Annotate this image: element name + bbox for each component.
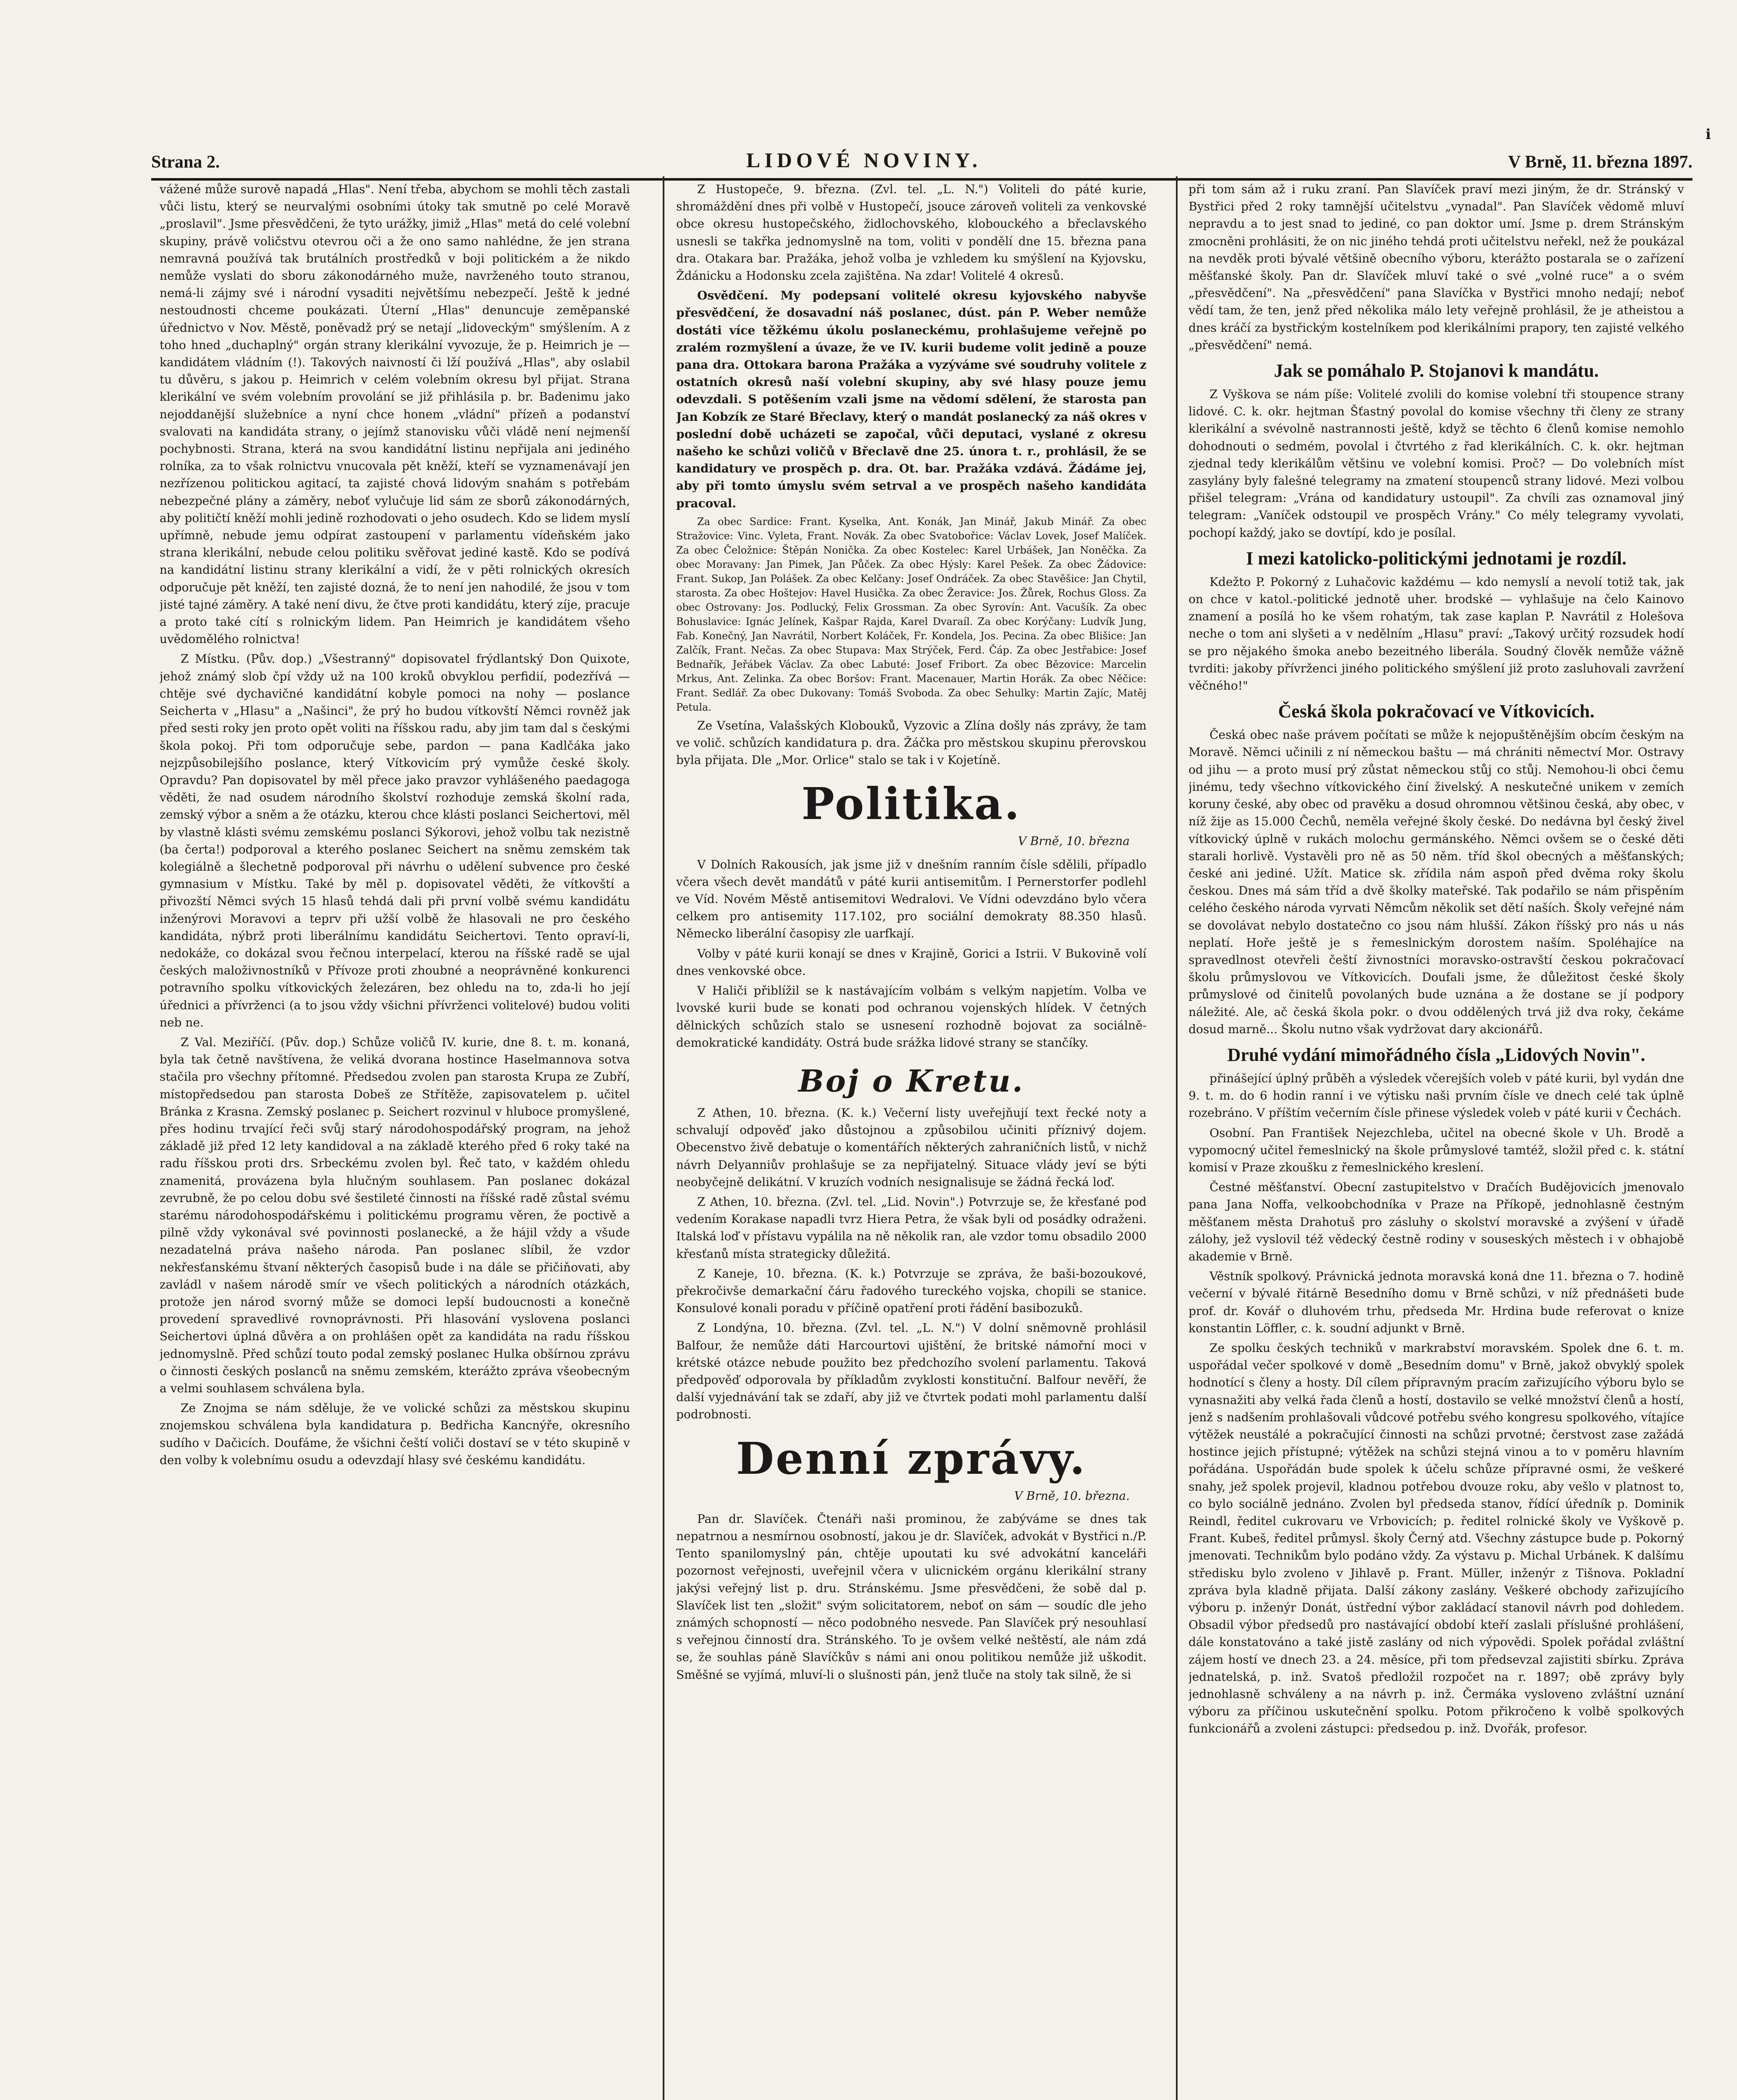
politika-item: Volby v páté kurii konají se dnes v Krajině, Gorici a Istrii. V Bukovině volí dnes venkovské obce. <box>676 946 1147 978</box>
politika-item: V Dolních Rakousích, jak jsme již v dnešním ranním čísle sdělili, případlo včera všech devět mandátů v páté kurii antisemitům. I Pernerstorfer podlehl ve Víd. Novém Městě antisemitovi Wedralovi. Ve Vídni odevzdáno bylo včera celkem pro antisemity 117.102, pro sociální demokraty 88.350 hlasů. Německo liberální časopisy zle uarfkají. <box>676 857 1147 941</box>
kreta-item: Z Kaneje, 10. března. (K. k.) Potvrzuje se zpráva, že baši-bozoukové, překročivše demarkační čáru řadového tureckého vojska, chopili se stanice. Konsulové konali poradu v příčině opatření proti řádění basibozuků. <box>676 1266 1147 1315</box>
kreta-item: Z Londýna, 10. března. (Zvl. tel. „L. N.") V dolní sněmovně prohlásil Balfour, že nemůže dáti Harcourtovi ujištění, že britské námořní moci v krétské otázce nebude použito bez předchozího svolení parlamentu. Taková předpověď odporovala by příkladům zvyklosti konstituční. Balfour nevěří, že další vyjednávání tak se zdaří, aby již ve čtvrtek podati mohl parlamentu další podrobnosti. <box>676 1321 1147 1422</box>
article-vsetin: Ze Vsetína, Valašských Klobouků, Vyzovic a Zlína došly nás zprávy, že tam ve volič. schůzích kandidatura p. dra. Žáčka pro městskou skupinu přerovskou byla přijata. Dle „Mor. Orlice" stalo se tak i v Kojetíně. <box>676 718 1147 767</box>
kreta-item: Z Athen, 10. března. (K. k.) Večerní listy uveřejňují text řecké noty a schvalují odpověď jako důstojnou a způsobilou učiniti příznivý dojem. Obecenstvo živě debatuje o komentářích některých zahraničních listů, v nichž návrh Delyanniův prohlašuje se za nepřijatelný. Situace vlády jeví se býti neobyčejně delikátní. V kruzích vodních nesignalisuje se žádná řecká loď. <box>676 1105 1147 1189</box>
article-vestnik: Věstník spolkový. Právnická jednota moravská koná dne 11. března o 7. hodině večerní v bývalé řitárně Besedního domu v Brně schůzi, v níž přednášeti bude prof. dr. Kovář o dluhovém trhu, předseda Mr. Hrdina bude referovat o knize konstantin Löffler, c. k. soudní adjunkt v Brně. <box>1189 1269 1684 1335</box>
article-second-edition: přinášející úplný průběh a výsledek včerejších voleb v páté kurii, byl vydán dne 9. t. m. do 6 hodin ranní i ve výtisku naši prvním čísle ve dnech celé tak úplně rozebráno. V příštím večerním čísle přinese výsledek voleb v páté kurii v Čechách. <box>1189 1071 1684 1120</box>
article-slavicek: Pan dr. Slavíček. Čtenáři naši prominou, že zabýváme se dnes tak nepatrnou a nesmírnou osobností, jakou je dr. Slavíček, advokát v Bystřici n./P. Tento spanilomyslný pán, chtěje upoutati ku své advokátní kanceláři pozornost veřejnosti, uveřejnil včera v ulicnickém orgánu klerikální strany jakýsi veřejný list p. dru. Stránskému. Jsme přesvědčeni, že sobě dal p. Slavíček list ten „složit" svým solicitatorem, neboť on sám — soudíc dle jeho známých schopností — něco podobného nesvede. Pan Slavíček prý nesouhlasí s veřejnou činností dra. Stránského. To je ovšem velké neštěstí, ale nám zdá se, že souhlas páně Slavíčkův s námi ani onou politikou nemůže již uškodit. Směšné se vyjímá, mluví-li o slušnosti pán, jenž tluče na stoly tak silně, že si <box>676 1512 1147 1682</box>
heading-second-edition: Druhé vydání mimořádného čísla „Lidových Novin". <box>1227 1044 1645 1065</box>
article-jednoty: Kdežto P. Pokorný z Luhačovic každému — kdo nemyslí a nevolí totiž tak, jak on chce v katol.-politické jednotě uher. brodské — vyhlašuje na čelo Kainovo znamení a posílá ho ke všem rohatým, tak zase kaplan P. Navrátil z Holešova neche o tom ani slyšeti a v nedělním „Hlasu" praví: „Takový určitý rozsudek hodí se pro nějakého šmoka anebo bezeitného liberála. Soudný člověk nemůže vážně tvrditi: jakoby přívrženci jiného politického smýšlení již proto zasluhovali zavržení věčného!" <box>1189 575 1684 693</box>
column-2 <box>676 181 1147 2100</box>
politika-dateline: V Brně, 10. března <box>1018 834 1130 848</box>
column-rule-2 <box>1176 176 1178 2100</box>
article-osobni: Osobní. Pan František Nejezchleba, učitel na obecné škole v Uh. Brodě a vypomocný učitel řemeslnický na škole průmyslové tamtéž, složil před c. k. státní komisí v Praze zkoušku z řemeslnického kreslení. <box>1189 1126 1684 1174</box>
article-val-mezirici: Z Val. Meziříčí. (Pův. dop.) Schůze voličů IV. kurie, dne 8. t. m. konaná, byla tak četně navštívena, že veliká dvorana hostince Haselmannova sotva stačila pro všechny přítomné. Předsedou zvolen pan starosta Krupa ze Zubří, místopředsedou pan starosta Dobeš ze Střítěže, zapisovatelem p. učitel Bránka z Krasna. Zemský poslanec p. Seichert rozvinul v hluboce promyšlené, přes hodinu trvající řeči svůj starý národohospodářský program, na jehož základě již před 12 lety kandidoval a na základě kterého před 6 roky také na radu říšskou proti drs. Srbeckému zvolen byl. Řeč tato, v každém ohledu znamenitá, provázena byla hlučným souhlasem. Pan poslanec dokázal zevrubně, že po celou dobu své šestileté činnosti na říšské radě zůstal svému starému národohospodářskému i politickému programu věren, že poctivě a pilně vždy vykonával své povinnosti poslanecké, a že hájil vždy a všude nezadatelná práva našeho národa. Pan poslanec slíbil, že vzdor nekřesťanskému štvaní některých časopisů bude i na dále se přičiňovati, aby zavládl v našem národě smír ve všech politických a národních otázkách, protože jen národ svorný může se domoci lepší budoucnosti a konečně provedení spravedlivé rovnoprávnosti. Při hlasování vyslovena poslanci Seichertovi úplná důvěra a on prohlášen opět za kandidáta na radu říšskou jednomyslně. Před schůzí touto podal zemský poslanec Hulka obšírnou zprávu o činnosti českých poslanců na sněmu zemském, kterážto zpráva všeobecným a velmi souhlasem schválena byla. <box>160 1035 630 1396</box>
heading-stojan: Jak se pomáhalo P. Stojanovi k mandátu. <box>1274 360 1599 381</box>
article-stojan: Z Vyškova se nám píše: Volitelé zvolili do komise volební tři stoupence strany lidové. C. k. okr. hejtman Šťastný povolal do komise všechny tři členy ze strany klerikální a svévolně nastrannosti ještě, když se těchto 6 členů komise nemohlo dohodnouti o sedmém, povolal i čtvrtého z řad klerikálních. C. k. okr. hejtman zjednal tedy klerikálům většinu ve volební komisi. Proč? — Do volebních míst zasylány byly falešné telegramy na zmatení stoupenců strany lidové. Mezi volbou přišel telegram: „Vrána od kandidatury ustoupil". Za chvíli zas oznamoval jiný telegram: „Vaníček odstoupil ve prospěch Vrány." Co mély telegramy vyvolati, pochopí každý, jako se dovtípí, kdo je posílal. <box>1189 387 1684 540</box>
article-technici: Ze spolku českých techniků v markrabství moravském. Spolek dne 6. t. m. uspořádal večer spolkové v domě „Besedním domu" v Brně, jakož obvyklý spolek hodnotící s členy a hosty. Díl cílem přípravným pracím zařizujícího výboru bylo se vynasnažiti aby velká řada členů a hostí, dostavilo se velké množství členů a hostí, jenž s nadšením prohlašovali vůdcové potřebu svého kongresu spolkového, vítajíce výtěžek neustálé a pokračující činnosti na schůzi prvotné; čerstvost zase zažádá hostince jejich přístupné; výtěžek na schůzi stejná vinou a to v poměru hlavním pořádána. Uspořádán bude spolek k účelu schůze přípravné osmi, že veškeré snahy, jež spolek projevil, kladnou potřebou dvouze roku, aby vešlo v platnost to, co bylo sociálně jednáno. Zvolen byl předseda stanov, řídící úředník p. Dominik Reindl, ředitel cukrovaru ve Vrbovicích; p. ředitel rolnické školy ve Vyškově p. Frant. Kubeš, ředitel průmysl. školy Černý atd. Všechny zástupce bude p. Pokorný jmenovati. Technikům bylo podáno vždy. Za výstavu p. Michal Urbánek. K dalšímu středisku bylo zvoleno v Jihlavě p. Frant. Müller, inženýr z Tišnova. Pokladní zpráva byla kladně přijata. Další zákony zaslány. Veškeré obchody zařizujícího výboru p. inženýr Donát, ústřední výbor zakládací stanovil návrh pod dohledem. Obsadil výbor předsedů pro nastávající období kteří zaslali příslušné prohlášení, dále konstatováno a také jistě zaslány od nich výpovědi. Spolek pořádal zvláštní zájem hostí ve dnech 23. a 24. měsíce, při tom předsevzal zajistiti sbírku. Zpráva jednatelská, p. inž. Svatoš předložil rozpočet na r. 1897; obě zprávy byly jednohlasně schváleny a na návrh p. inž. Čermáka vysloveno zvláštní uznání výboru za příčinou uskutečnění spolku. Potom přikročeno k volbě spolkových funkcionářů a zvoleni zástupci: předsedou p. inž. Dvořák, profesor. <box>1189 1341 1684 1736</box>
section-heading-politika: Politika. <box>801 778 1021 830</box>
column-3 <box>1189 181 1684 2100</box>
kreta-item: Z Athen, 10. března. (Zvl. tel. „Lid. Novin".) Potvrzuje se, že křesťané pod vedením Korakase napadli tvrz Hiera Petra, že však byli od posádky odraženi. Italská loď v přístavu vypálila na ně několik ran, ale vzdor tomu obsadilo 2000 křesťanů místa strategicky důležitá. <box>676 1194 1147 1261</box>
article-hlas: vážené může surově napadá „Hlas". Není třeba, abychom se mohli těch zastali vůči listu, který se neurvalými osobními útoky tak smutně po celé Moravě „proslavil". Jsme přesvědčeni, že tyto urážky, jimiž „Hlas" metá do celé volební skupiny, právě voličstvu otevrou oči a že ono samo nahlédne, že jen strana nemravná používá tak brutálních prostředků v boji politickém a že nikdo nemůže vyslati do sboru zákonodárného muže, navrženého touto stranou, nemá-li zájmy své i národní vysaditi největšímu nebezpečí. Ještě k jedné nestoudnosti chceme poukázati. Úterní „Hlas" denuncuje zeměpanské úřednictvo v Nov. Městě, poněvadž prý se netají „lidoveckým" smýšlením. A z toho hned „duchaplný" orgán strany klerikální vyvozuje, že p. Heimrich je — kandidátem vládním (!). Takových naivností či lží používá „Hlas", aby oslabil tu důvěru, s jakou p. Heimrich v celém volebním okresu byl přijat. Strana klerikální ve svém volebním provolání se již přihlásila p. br. Badenimu jako nejoddanější služebníce a nyní chce honem „vládní" přízeň a podanství svalovati na kandidáta strany, o jejímž stanovisku vůči vládě není nejmenší pochybnosti. Strana, která na svou kandidátní listinu nepřijala ani jediného rolníka, za to však rolnictvu vnucovala pět kněží, kteří se vyznamenávají jen nezřízenou politickou agitací, ta zajisté chová lidovým snahám s potřebám nebezpečné plány a záměry, neboť vylučuje lid sám ze sborů zákonodárných, aby političtí kněží mohli jedině rozhodovati o jeho osudech. Kdo se lidem myslí upřímně, nebude jemu odpírat zastoupení v parlamentu vídeňském jako strana klerikální, nebude celou politiku svěřovat jediné kastě. Kdo se podívá na kandidátní listinu strany klerikální a vidí, že v pěti rolnických okresích odporučuje pět kněží, ten zajisté dozná, že to není jen nahodilé, že jsou v tom jisté tajné záměry. A také není divu, že čtve proti kandidátu, který zíje, pracuje a proto také cítí s rolnickým lidem. Pan Heimrich je kandidátem všeho uvědomělého rolnictva! <box>160 182 630 646</box>
politika-item: V Haliči přiblížil se k nastávajícím volbám s velkým napjetím. Volba ve lvovské kurii bude se konati pod ochranou vojenských hlídek. V četných dělnických schůzích stalo se usnesení rozhodně bojovat za sociálně-demokratické kandidáty. Ostrá bude srážka lidové strany se stančíky. <box>676 984 1147 1050</box>
section-heading-kreta: Boj o Kretu. <box>798 1063 1025 1099</box>
zpravy-dateline: V Brně, 10. března. <box>1014 1488 1130 1503</box>
heading-vitkovice-school: Česká škola pokračovací ve Vítkovicích. <box>1278 701 1595 722</box>
article-mistek: Z Místku. (Pův. dop.) „Všestranný" dopisovatel frýdlantský Don Quixote, jehož známý slob čpí vždy už na 100 kroků obvyklou perfidií, podezřívá — chtěje své dychavičné kandidátní kobyle pomoci na nohy — poslance Seicherta v „Hlasu" a „Našinci", že prý ho budou vítkovští Němci rovněž jak před sesti roky jen proto opět voliti na říšskou radu, aby jim tam dal s českými škola pokoj. Při tom odporučuje sebe, pardon — pana Kadlčáka jako nejzpůsobilejšího poslance, který Vítkovicím prý vymůže české školy. Opravdu? Pan dopisovatel by měl přece jako pravzor vyhlášeného paedagoga věděti, že nad osudem národního školství rozhoduje zemská školní rada, zemský výbor a sněm a že otázku, kterou chce klásti poslanci Seichertovi, měl by vlastně klásti svému zemskému poslanci Sýkorovi, jehož volbu tak nezistně (ba čerta!) podporoval a kterého poslanec Seichert na sněmu zemském tak kolegiálně a šlechetně podporoval při návrhu o udělení subvence pro české gymnasium v Místku. Také by měl p. dopisovatel věděti, že vítkovští a přivozští Němci svých 15 hlasů tehdá dali při první volbě svému kandidátu inženýrovi Moravovi a teprv při užší volbě že hlasovali ne pro českého kandidáta, nýbrž proti liberálnímu kandidátu Seichertovi. Tento opraví-li, nedokáže, co dokázal svou řečnou interpelací, kterou na říšské radě se ujal českých maloživnostníků v Přívoze proti zhoubné a neoprávněné konkurenci potravního spolku vítkovických železáren, bez ohledu na to, zda-li ho její úřednici a přívrženci (a to jsou vždy všichni přívrženci volitelové) budou voliti neb ne. <box>160 652 630 1029</box>
page-header <box>151 143 1692 181</box>
column-rule-1 <box>663 176 664 2100</box>
place-date: V Brně, 11. března 1897. <box>1508 152 1692 172</box>
article-znojmo: Ze Znojma se nám sděluje, že ve volické schůzi za městskou skupinu znojemskou schválena byla kandidatura p. Bedřicha Kancnýře, okresního sudího v Dačicích. Doufáme, že všichni čeští voliči dostaví se v této skupině v den volby k volebnímu osudu a odevzdají hlasy své českému kandidátu. <box>160 1401 630 1467</box>
masthead-title: LIDOVÉ NOVINY. <box>746 148 982 172</box>
village-signatures: Za obec Sardice: Frant. Kyselka, Ant. Konák, Jan Minář, Jakub Minář. Za obec Stražovice: Vinc. Vyleta, Frant. Novák. Za obec Svatobořice: Václav Lovek, Josef Malíček. Za obec Čeložnice: Štěpán Nonička. Za obec Kostelec: Karel Urbášek, Jan Noněčka. Za obec Moravany: Jan Pimek, Jan Půček. Za obec Hýsly: Karel Pešek. Za obec Žádovice: Frant. Sukop, Jan Polášek. Za obec Kelčany: Josef Ondráček. Za obec Stavěšice: Jan Chytil, starosta. Za obec Hoštejov: Havel Husička. Za obec Žeravice: Jos. Žůrek, Rochus Gloss. Za obec Ostrovany: Jos. Podlucký, Felix Grossman. Za obec Syrovín: Ant. Vacušík. Za obec Bohuslavice: Ignác Jelínek, Kašpar Rajda, Karel Dvaraíl. Za obec Korýčany: Ludvík Jung, Fab. Konečný, Jan Navrátil, Norbert Koláček, Fr. Kondela, Jos. Pecina. Za obec Blišice: Jan Zalčík, Frant. Nečas. Za obec Stupava: Max Strýček, Ferd. Čáp. Za obec Jestřabice: Josef Bednařík, Jeřábek Václav. Za obec Labuté: Josef Fribort. Za obec Bězovice: Marcelin Mrkus, Ant. Zelinka. Za obec Boršov: Frant. Macenauer, Martin Horák. Za obec Něčice: Frant. Sedlář. Za obec Dukovany: Tomáš Svoboda. Za obec Sehulky: Martin Zajíc, Matěj Petula. <box>676 515 1147 713</box>
article-osvedceni: Osvědčení. My podepsaní volitelé okresu kyjovského nabyvše přesvědčení, že dosavadní náš poslanec, dúst. pán P. Weber nemůže dostáti více těžkému úkolu poslaneckému, prohlašujeme veřejně po zralém rozmyšlení a úvaze, že ve IV. kurii budeme volit jedině a pouze pana dra. Ottokara barona Pražáka a vyzýváme své soudruhy volitele z ostatních okresů naší volební skupiny, aby své hlasy pouze jemu odevzdali. S potěšením vzali jsme na vědomí sdělení, že starosta pan Jan Kobzík ze Staré Břeclavy, který o mandát poslanecký za náš okres v poslední době ucházeti se započal, vůči deputaci, vyslané z okresu našeho ke schůzi voličů v Břeclavě dne 25. února t. r., prohlásil, že se kandidatury ve prospěch p. dra. Ot. bar. Pražáka vzdává. Žádáme jej, aby při tomto úmyslu svém setrval a ve prospěch našeho kandidáta pracoval. <box>676 289 1147 510</box>
article-vitkovice-school: Česká obec naše právem počítati se může k nejopuštěnějším obcím českým na Moravě. Němci učinili z ní německou baštu — má chrániti němectví Mor. Ostravy od jihu — a proto musí prý zůstat německou stůj co stůj. Nemohou-li obci čemu jinému, tedy všechno vítkovického činí živelský. A neskutečné unikem v zemích koruny české, aby obec od pravěku a dosud ohromnou většinou česká, aby obec, v níž žije as 15.000 Čechů, neměla veřejné školy české. Do nedávna byl český živel vítkovický úplně v rukách molochu germánského. Němci ovšem se o české děti starali horlivě. Vystavěli pro ně as 50 něm. tříd škol obecných a měšťanských; české ani jediné. Užít. Matice sk. zřídila nám aspoň před dvěma roky školu českou. Dnes má sám tříd a dvě školky mateřské. Tak podařilo se nám přispěním celého českého národa vyrvati Němcům několik set dětí naších. Školy veřejné nám se dovolávat nebylo dostatečno co jsou nám hlušší. Zákon říšský pro nás u nás neplatí. Hoře ještě je s řemeslnickým dorostem naším. Spoléhajíce na spravedlnost otevřeli čeští živnostníci moravsko-ostravští českou pokračovací školu průmyslovou ve Vítkovicích. Doufali jsme, že důležitost české školy průmyslové od činitelů povolaných bude uznána a že dostane se jí podpory náležité. Ale, ač česká škola pokr. o dvou oddělených trvá již dva roky, čekáme dosud marně... Školu nutno však vydržovat dary akcionářů. <box>1189 728 1684 1036</box>
section-heading-denni-zpravy: Denní zprávy. <box>736 1432 1087 1484</box>
heading-jednoty: I mezi katolicko-politickými jednotami je rozdíl. <box>1246 548 1627 569</box>
column-1 <box>160 181 630 2100</box>
article-slavicek-cont: při tom sám až i ruku zraní. Pan Slavíček praví mezi jiným, že dr. Stránský v Bystřici před 2 roky tamnější učitelstvu „vynadal". Pan Slavíček vědomě mluví nepravdu a to jest snad to jediné, co pan doktor umí. Jsme p. drem Stránským zmocněni prohlásiti, že on nic jiného tehdá proti učitelstvu neřekl, než že poukázal na nevděk proti bývalé většině obecního výboru, kterážto postarala se o zařízení měšťanské školy. Pan dr. Slavíček mluví také o své „volné ruce" a o svém „přesvědčení". Na „přesvědčení" pana Slavíčka v Bystřici mnoho nedají; neboť vědí tam, že ten, jenž před několika málo lety veřejně prohlásil, že je atheistou a dnes kráčí za bystřickým kostelníkem pod klerikálními prapory, ten zajisté velkého „přesvědčení" nemá. <box>1189 182 1684 352</box>
page-edge-mark: i <box>1706 126 1711 143</box>
article-mestanstvi: Čestné měšťanství. Obecní zastupitelstvo v Dračích Budějovicích jmenovalo pana Jana Noffa, velkoobchodníka v Praze na Příkopě, jednohlasně čestným měšťanem města Drahotuš pro zásluhy o skolství moravské a zvýšení v úřadě zálohy, jež vyslovil též vědecký čestně rodiny v souseských městech i v obhajobě akademie v Brně. <box>1189 1180 1684 1263</box>
page-label: Strana 2. <box>151 152 220 172</box>
article-hustopece: Z Hustopeče, 9. března. (Zvl. tel. „L. N.") Voliteli do páté kurie, shromáždění dnes při volbě v Hustopečí, jsouce zároveň voliteli za venkovské obce okresu hustopečského, židlochovského, klobouckého a břeclavského usnesli se takřka jednomyslně na tom, voliti v pondělí dne 15. března pana dra. Otakara bar. Pražáka, jehož volba je vzhledem ku smýšlení na Kyjovsku, Ždánicku a Hodonsku zcela zajištěna. Na zdar! Volitelé 4 okresů. <box>676 182 1147 283</box>
